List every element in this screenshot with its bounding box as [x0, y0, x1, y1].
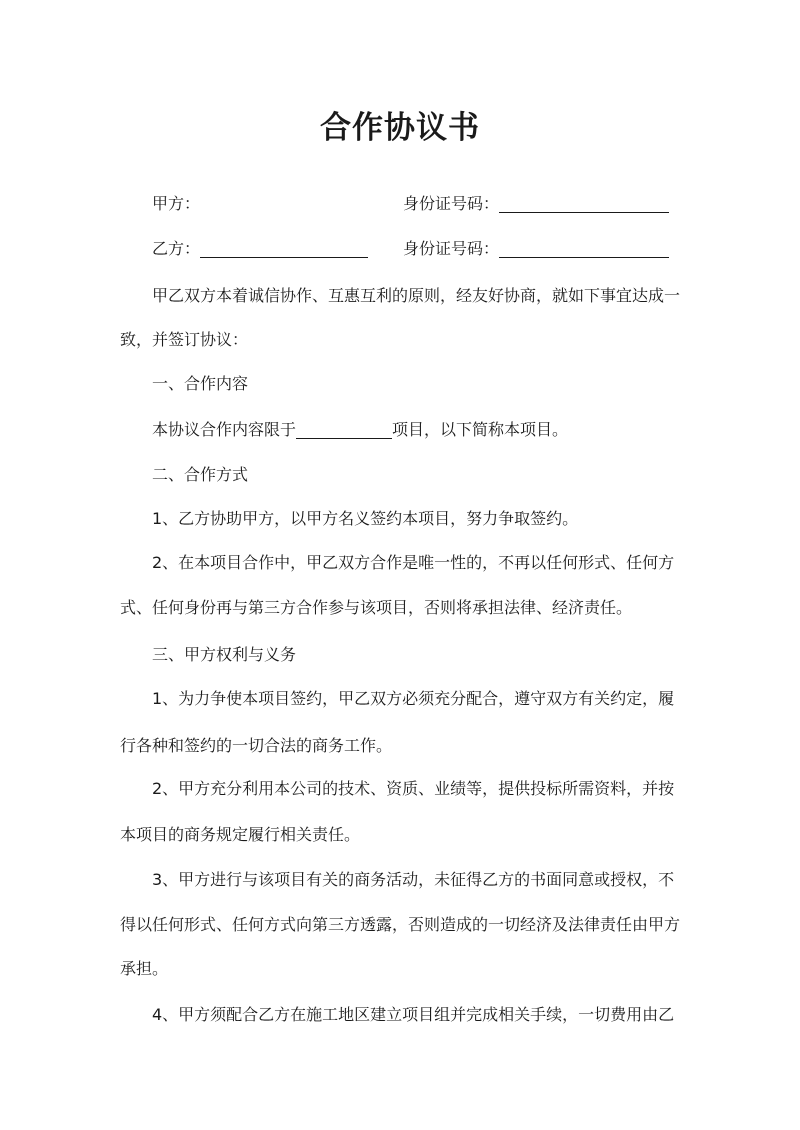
intro-line-1: 甲乙双方本着诚信协作、互惠互利的原则，经友好协商，就如下事宜达成一	[152, 286, 681, 305]
section-3-item-3-line-2: 得以任何形式、任何方式向第三方透露，否则造成的一切经济及法律责任由甲方	[120, 915, 681, 934]
party-a-label: 甲方：	[152, 194, 201, 213]
section-3-item-3-line-3: 承担。	[120, 959, 169, 978]
section-3-heading: 三、甲方权利与义务	[152, 645, 297, 664]
document-title: 合作协议书	[320, 110, 480, 146]
section-3-item-2-line-1: 2、甲方充分利用本公司的技术、资质、业绩等，提供投标所需资料，并按	[152, 779, 675, 798]
section-3-item-1-line-1: 1、为力争使本项目签约，甲乙双方必须充分配合，遵守双方有关约定，履	[152, 689, 675, 708]
party-b-blank[interactable]	[200, 241, 368, 258]
section-3-item-1-line-2: 行各种和签约的一切合法的商务工作。	[120, 736, 393, 755]
party-b-id-blank[interactable]	[499, 241, 669, 258]
section-3-item-4-line-1: 4、甲方须配合乙方在施工地区建立项目组并完成相关手续，一切费用由乙	[152, 1005, 675, 1024]
section-3-item-3-line-1: 3、甲方进行与该项目有关的商务活动，未征得乙方的书面同意或授权，不	[152, 870, 675, 889]
party-a-id-row	[403, 193, 669, 215]
party-b-label: 乙方：	[152, 239, 201, 258]
project-name-blank[interactable]	[296, 422, 392, 439]
section-1-text-before: 本协议合作内容限于	[152, 420, 297, 439]
party-b-id-label: 身份证号码：	[403, 239, 500, 258]
section-1-content	[152, 419, 568, 441]
section-1-text-after: 项目，以下简称本项目。	[392, 420, 569, 439]
section-2-item-1: 1、乙方协助甲方，以甲方名义签约本项目，努力争取签约。	[152, 509, 579, 528]
section-1-heading: 一、合作内容	[152, 374, 249, 393]
party-b-id-row	[403, 238, 669, 260]
party-a-row	[152, 193, 200, 215]
party-a-id-label: 身份证号码：	[403, 194, 500, 213]
section-3-item-2-line-2: 本项目的商务规定履行相关责任。	[120, 825, 361, 844]
section-2-heading: 二、合作方式	[152, 465, 249, 484]
party-b-row	[152, 238, 368, 260]
section-2-item-2-line-1: 2、在本项目合作中，甲乙双方合作是唯一性的，不再以任何形式、任何方	[152, 553, 675, 572]
intro-line-2: 致，并签订协议：	[120, 330, 249, 349]
party-a-id-blank[interactable]	[499, 196, 669, 213]
section-2-item-2-line-2: 式、任何身份再与第三方合作参与该项目，否则将承担法律、经济责任。	[120, 598, 633, 617]
